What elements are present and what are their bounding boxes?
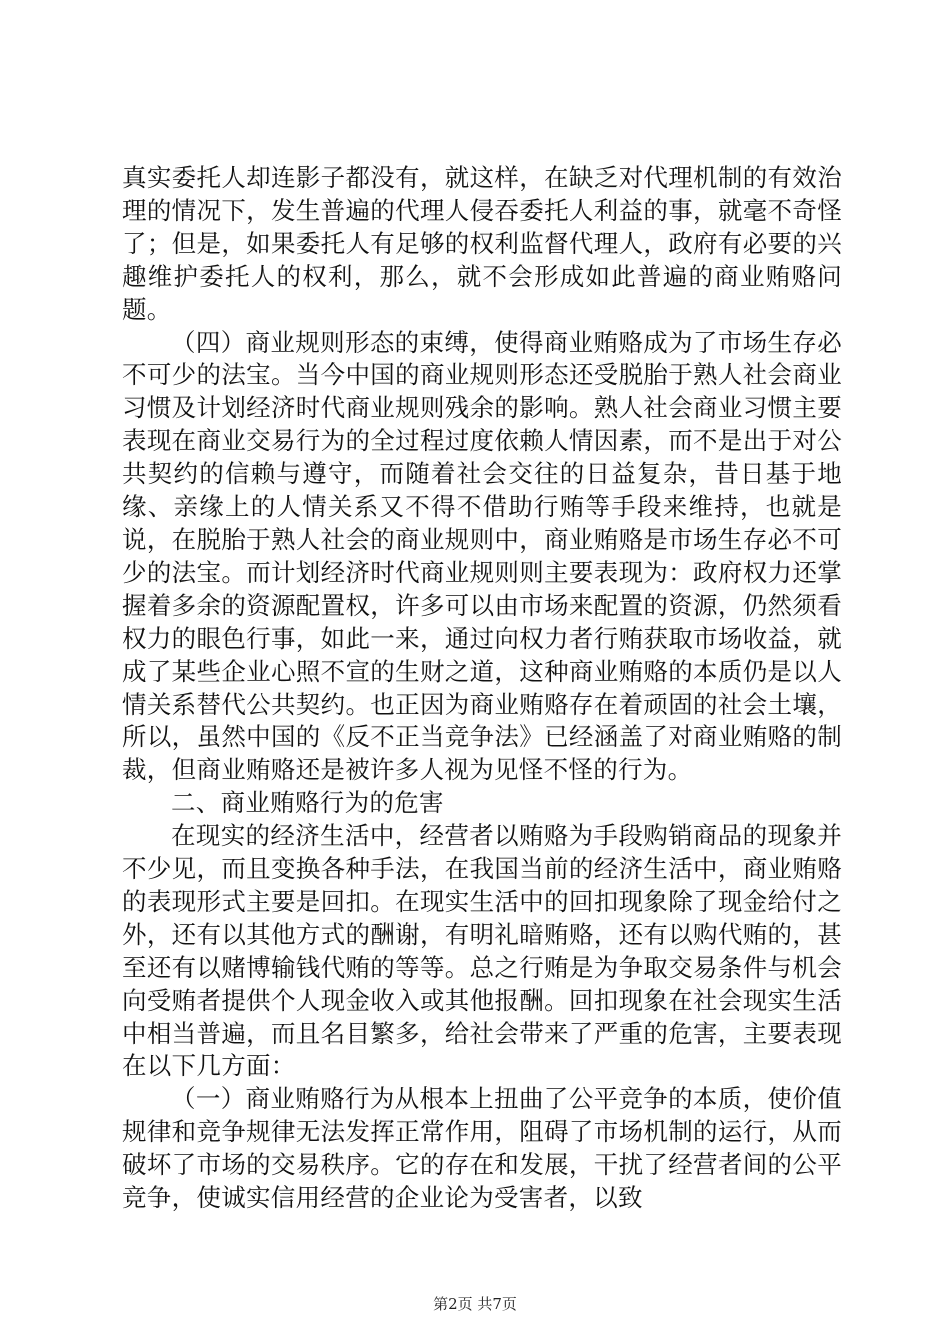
paragraph-continuation: 真实委托人却连影子都没有，就这样，在缺乏对代理机制的有效治理的情况下，发生普遍的代理人侵吞委托人利益的事，就毫不奇怪了；但是，如果委托人有足够的权利监督代理人，政府有必要的兴趣维护委托人的权利，那么，就不会形成如此普遍的商业贿赂问题。 bbox=[122, 163, 842, 324]
paragraph-harms-intro: 在现实的经济生活中，经营者以贿赂为手段购销商品的现象并不少见，而且变换各种手法，在我国当前的经济生活中，商业贿赂的表现形式主要是回扣。在现实生活中的回扣现象除了现金给付之外，还有以其他方式的酬谢，有明礼暗贿赂，还有以购代贿的，甚至还有以赌博输钱代贿的等等。总之行贿是为争取交易条件与机会向受贿者提供个人现金收入或其他报酬。回扣现象在社会现实生活中相当普遍，而且名目繁多，给社会带来了严重的危害，主要表现在以下几方面： bbox=[122, 821, 842, 1081]
document-body bbox=[122, 162, 842, 1215]
paragraph-harm-one: （一）商业贿赂行为从根本上扭曲了公平竞争的本质，使价值规律和竞争规律无法发挥正常作用，阻碍了市场机制的运行，从而破坏了市场的交易秩序。它的存在和发展，干扰了经营者间的公平竞争，使诚实信用经营的企业论为受害者，以致 bbox=[122, 1084, 842, 1213]
section-heading-harms: 二、商业贿赂行为的危害 bbox=[171, 788, 444, 818]
paragraph-section-four: （四）商业规则形态的束缚，使得商业贿赂成为了市场生存必不可少的法宝。当今中国的商业规则形态还受脱胎于熟人社会商业习惯及计划经济时代商业规则残余的影响。熟人社会商业习惯主要表现在商业交易行为的全过程过度依赖人情因素，而不是出于对公共契约的信赖与遵守，而随着社会交往的日益复杂，昔日基于地缘、亲缘上的人情关系又不得不借助行贿等手段来维持，也就是说，在脱胎于熟人社会的商业规则中，商业贿赂是市场生存必不可少的法宝。而计划经济时代商业规则则主要表现为：政府权力还掌握着多余的资源配置权，许多可以由市场来配置的资源，仍然须看权力的眼色行事，如此一来，通过向权力者行贿获取市场收益，就成了某些企业心照不宣的生财之道，这种商业贿赂的本质仍是以人情关系替代公共契约。也正因为商业贿赂存在着顽固的社会土壤，所以，虽然中国的《反不正当竞争法》已经涵盖了对商业贿赂的制裁，但商业贿赂还是被许多人视为见怪不怪的行为。 bbox=[122, 327, 842, 785]
page-number-footer: 第2页 共7页 bbox=[433, 1295, 517, 1313]
